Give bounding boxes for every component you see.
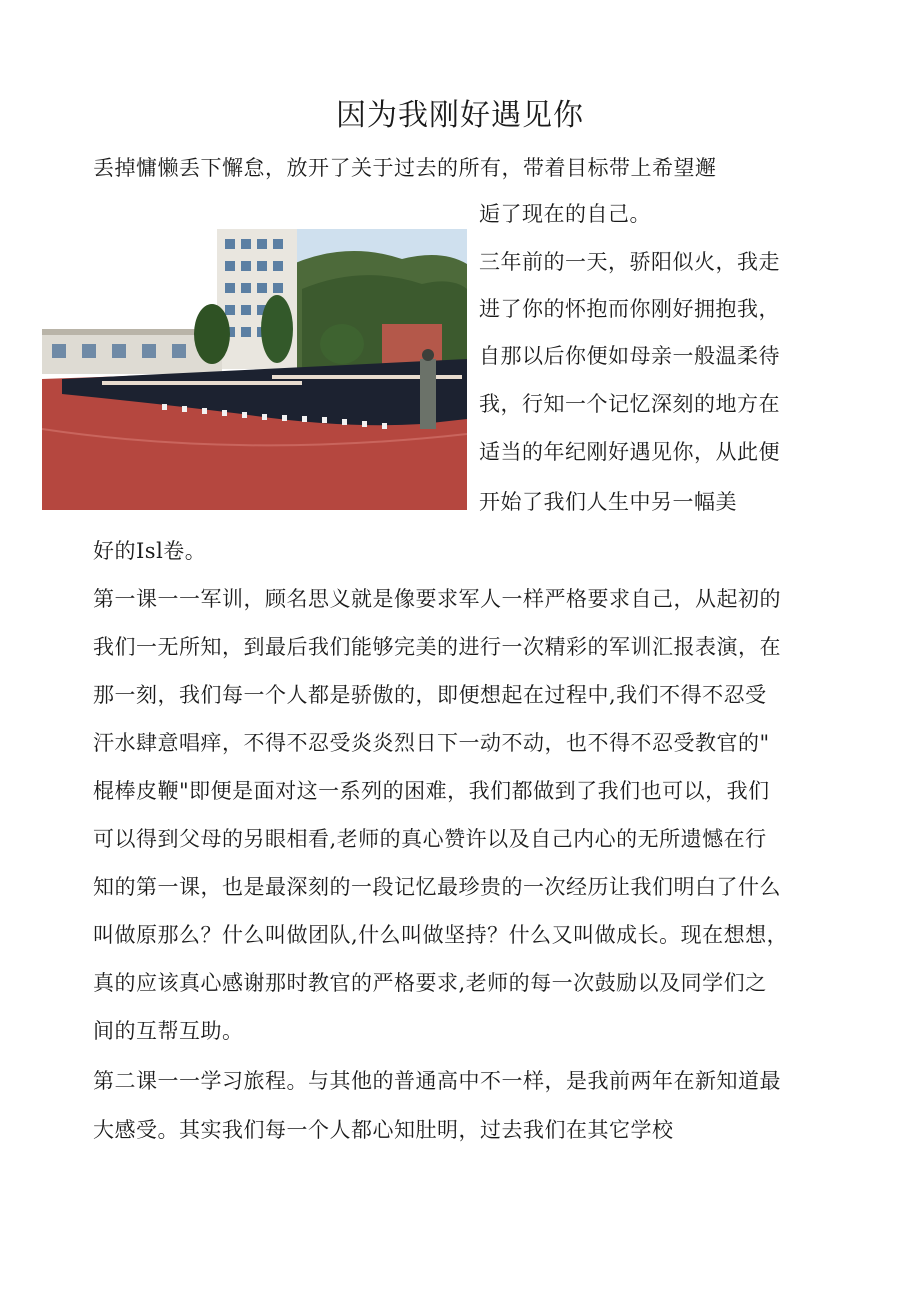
paragraph-line: 我们一无所知，到最后我们能够完美的进行一次精彩的军训汇报表演，在	[93, 635, 781, 659]
wrap-line: 开始了我们人生中另一幅美	[479, 490, 737, 514]
paragraph-line: 大感受。其实我们每一个人都心知肚明，过去我们在其它学校	[93, 1118, 674, 1142]
paragraph-line: 叫做原那么？什么叫做团队,什么叫做坚持？什么又叫做成长。现在想想，	[93, 923, 789, 947]
paragraph-line: 第一课一一军训，顾名思义就是像要求军人一样严格要求自己，从起初的	[93, 587, 781, 611]
paragraph-line: 第二课一一学习旅程。与其他的普通高中不一样，是我前两年在新知道最	[93, 1069, 781, 1093]
wrap-line: 我，行知一个记忆深刻的地方在	[479, 392, 780, 416]
wrap-tail-line: 好的Isl卷。	[93, 539, 207, 563]
intro-line: 丢掉慵懒丢下懈怠，放开了关于过去的所有，带着目标带上希望邂	[93, 156, 717, 180]
wrap-line: 进了你的怀抱而你刚好拥抱我，	[479, 297, 780, 321]
paragraph-line: 可以得到父母的另眼相看,老师的真心赞许以及自己内心的无所遗憾在行	[93, 827, 767, 851]
paragraph-line: 真的应该真心感谢那时教官的严格要求,老师的每一次鼓励以及同学们之	[93, 971, 767, 995]
wrap-line: 自那以后你便如母亲一般温柔待	[479, 344, 780, 368]
paragraph-line: 棍棒皮鞭"即便是面对这一系列的困难，我们都做到了我们也可以，我们	[93, 779, 770, 803]
paragraph-line: 那一刻，我们每一个人都是骄傲的，即便想起在过程中,我们不得不忍受	[93, 683, 767, 707]
school-assembly-photo	[42, 229, 467, 510]
paragraph-line: 汗水肆意唱痒，不得不忍受炎炎烈日下一动不动，也不得不忍受教官的"	[93, 731, 770, 755]
paragraph-line: 知的第一课，也是最深刻的一段记忆最珍贵的一次经历让我们明白了什么	[93, 875, 781, 899]
wrap-line: 适当的年纪刚好遇见你，从此便	[479, 440, 780, 464]
wrap-line: 三年前的一天，骄阳似火，我走	[479, 250, 780, 274]
intro-line: 逅了现在的自己。	[479, 202, 651, 226]
page-title: 因为我刚好遇见你	[336, 98, 584, 133]
paragraph-line: 间的互帮互助。	[93, 1019, 244, 1043]
